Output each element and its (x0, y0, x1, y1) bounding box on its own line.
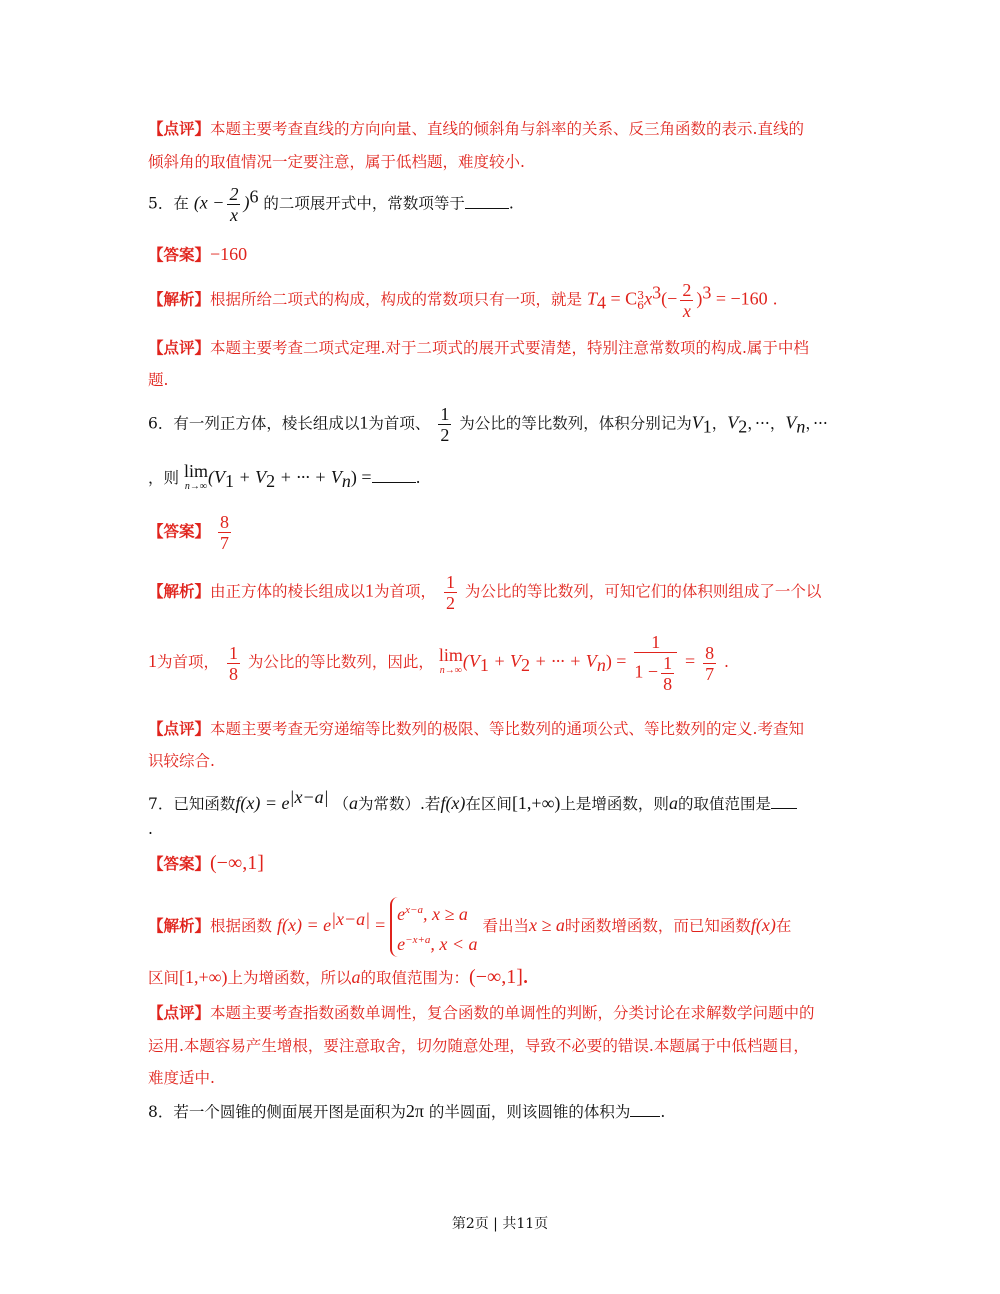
limit-operator: lim n→∞ (438, 645, 463, 676)
p7-answer: 【答案】(−∞,1] (148, 852, 264, 874)
p7-question-line1: 7．已知函数$f(x) = e^{|x-a|}$ （a为常数）.若f(x)在区间[1,+∞)上是增函数，则a的取值范围是 (148, 786, 797, 815)
answer-blank (630, 1102, 660, 1117)
p6-compound-fraction: 1 1 − $\frac{1}{8}$ (634, 632, 677, 694)
answer-blank (771, 794, 797, 809)
p8-question: 8．若一个圆锥的侧面展开图是面积为2π 的半圆面，则该圆锥的体积为 . (148, 1101, 666, 1121)
p7-question-line2: . (148, 820, 153, 838)
p6-analysis-fraction-half: $\frac{1}{2}$ (445, 572, 455, 613)
p5-comment-line1: 【点评】本题主要考查二项式定理.对于二项式的展开式要清楚，特别注意常数项的构成.属于中档 (148, 338, 809, 357)
p5-question: 5．在 (x − $\frac{2}{x}$ )$^6$ 的二项展开式中，常数项等于 . (148, 184, 514, 225)
p5-fraction: $\frac{2}{x}$ (229, 184, 239, 225)
p5-answer: 【答案】−160 (148, 244, 248, 264)
p5-analysis-fraction: $\frac{2}{x}$ (682, 280, 692, 321)
p5-comment-line2: 题. (148, 371, 169, 389)
p6-comment-line1: 【点评】本题主要考查无穷递缩等比数列的极限、等比数列的通项公式、等比数列的定义.考查知 (148, 719, 804, 738)
p6-question-line1: 6．有一列正方体，棱长组成以1为首项、 $\frac{1}{2}$ 为公比的等比数列，体积分别记为$V_1$，$V_2$，···，$V_n$，··· (148, 404, 828, 445)
p6-analysis-fraction-eighth: $\frac{1}{8}$ (228, 642, 238, 684)
answer-blank (372, 468, 416, 483)
answer-blank (465, 194, 509, 209)
p6-question-line2: ，则 lim n→∞ ($V_1 + V_2$ + ··· + $V_n$) = . (148, 463, 421, 495)
p5-analysis: 【解析】根据所给二项式的构成，构成的常数项只有一项，就是 $T_4 = C$ 3 6 $x^3(-$ $\frac{2}{x}$ )$^3$ = −160 . (148, 280, 778, 321)
p7-comment-line2: 运用.本题容易产生增根，要注意取舍，切勿随意处理，导致不必要的错误.本题属于中低档题目， (148, 1037, 809, 1055)
p7-analysis-line1: 【解析】根据函数 $f(x) = e^{|x-a|}$ = $e^{x-a}$, x ≥ a $e^{-x+a}$, x < a 看出当x ≥ a时函数增函数，而已知函数f(x)在 (148, 897, 791, 957)
page-footer: 第2页 | 共11页 (451, 1216, 549, 1232)
p4-comment-line1: 【点评】本题主要考查直线的方向向量、直线的倾斜角与斜率的关系、反三角函数的表示.直线的 (148, 119, 804, 138)
p6-result-fraction: $\frac{8}{7}$ (705, 642, 715, 684)
p6-answer-fraction: $\frac{8}{7}$ (219, 512, 229, 553)
p6-comment-line2: 识较综合. (148, 752, 215, 770)
p7-analysis-line2: 区间[1,+∞)上为增函数，所以a的取值范围为：(−∞,1]. (148, 966, 529, 988)
p6-answer: 【答案】 $\frac{8}{7}$ (148, 512, 229, 553)
p4-comment-line2: 倾斜角的取值情况一定要注意，属于低档题，难度较小. (148, 153, 525, 171)
p7-comment-line1: 【点评】本题主要考查指数函数单调性，复合函数的单调性的判断，分类讨论在求解数学问题中的 (148, 1003, 815, 1022)
p6-ratio-fraction: $\frac{1}{2}$ (440, 404, 450, 445)
p6-analysis-line1: 【解析】由正方体的棱长组成以1为首项， $\frac{1}{2}$ 为公比的等比数列，可知它们的体积则组成了一个以 (148, 572, 822, 613)
p6-analysis-line2: 1为首项， $\frac{1}{8}$ 为公比的等比数列，因此， lim n→∞ ($V_1 + V_2$ + ··· + $V_n$) = 1 1 − $\frac{1}{8}$ = $\frac{8}{7}$ . (148, 632, 729, 694)
piecewise-cases: $e^{x-a}$, x ≥ a $e^{-x+a}$, x < a (390, 897, 477, 957)
binomial-indices: 3 6 (637, 288, 645, 312)
p7-comment-line3: 难度适中. (148, 1069, 215, 1087)
limit-operator: lim n→∞ (183, 461, 208, 492)
